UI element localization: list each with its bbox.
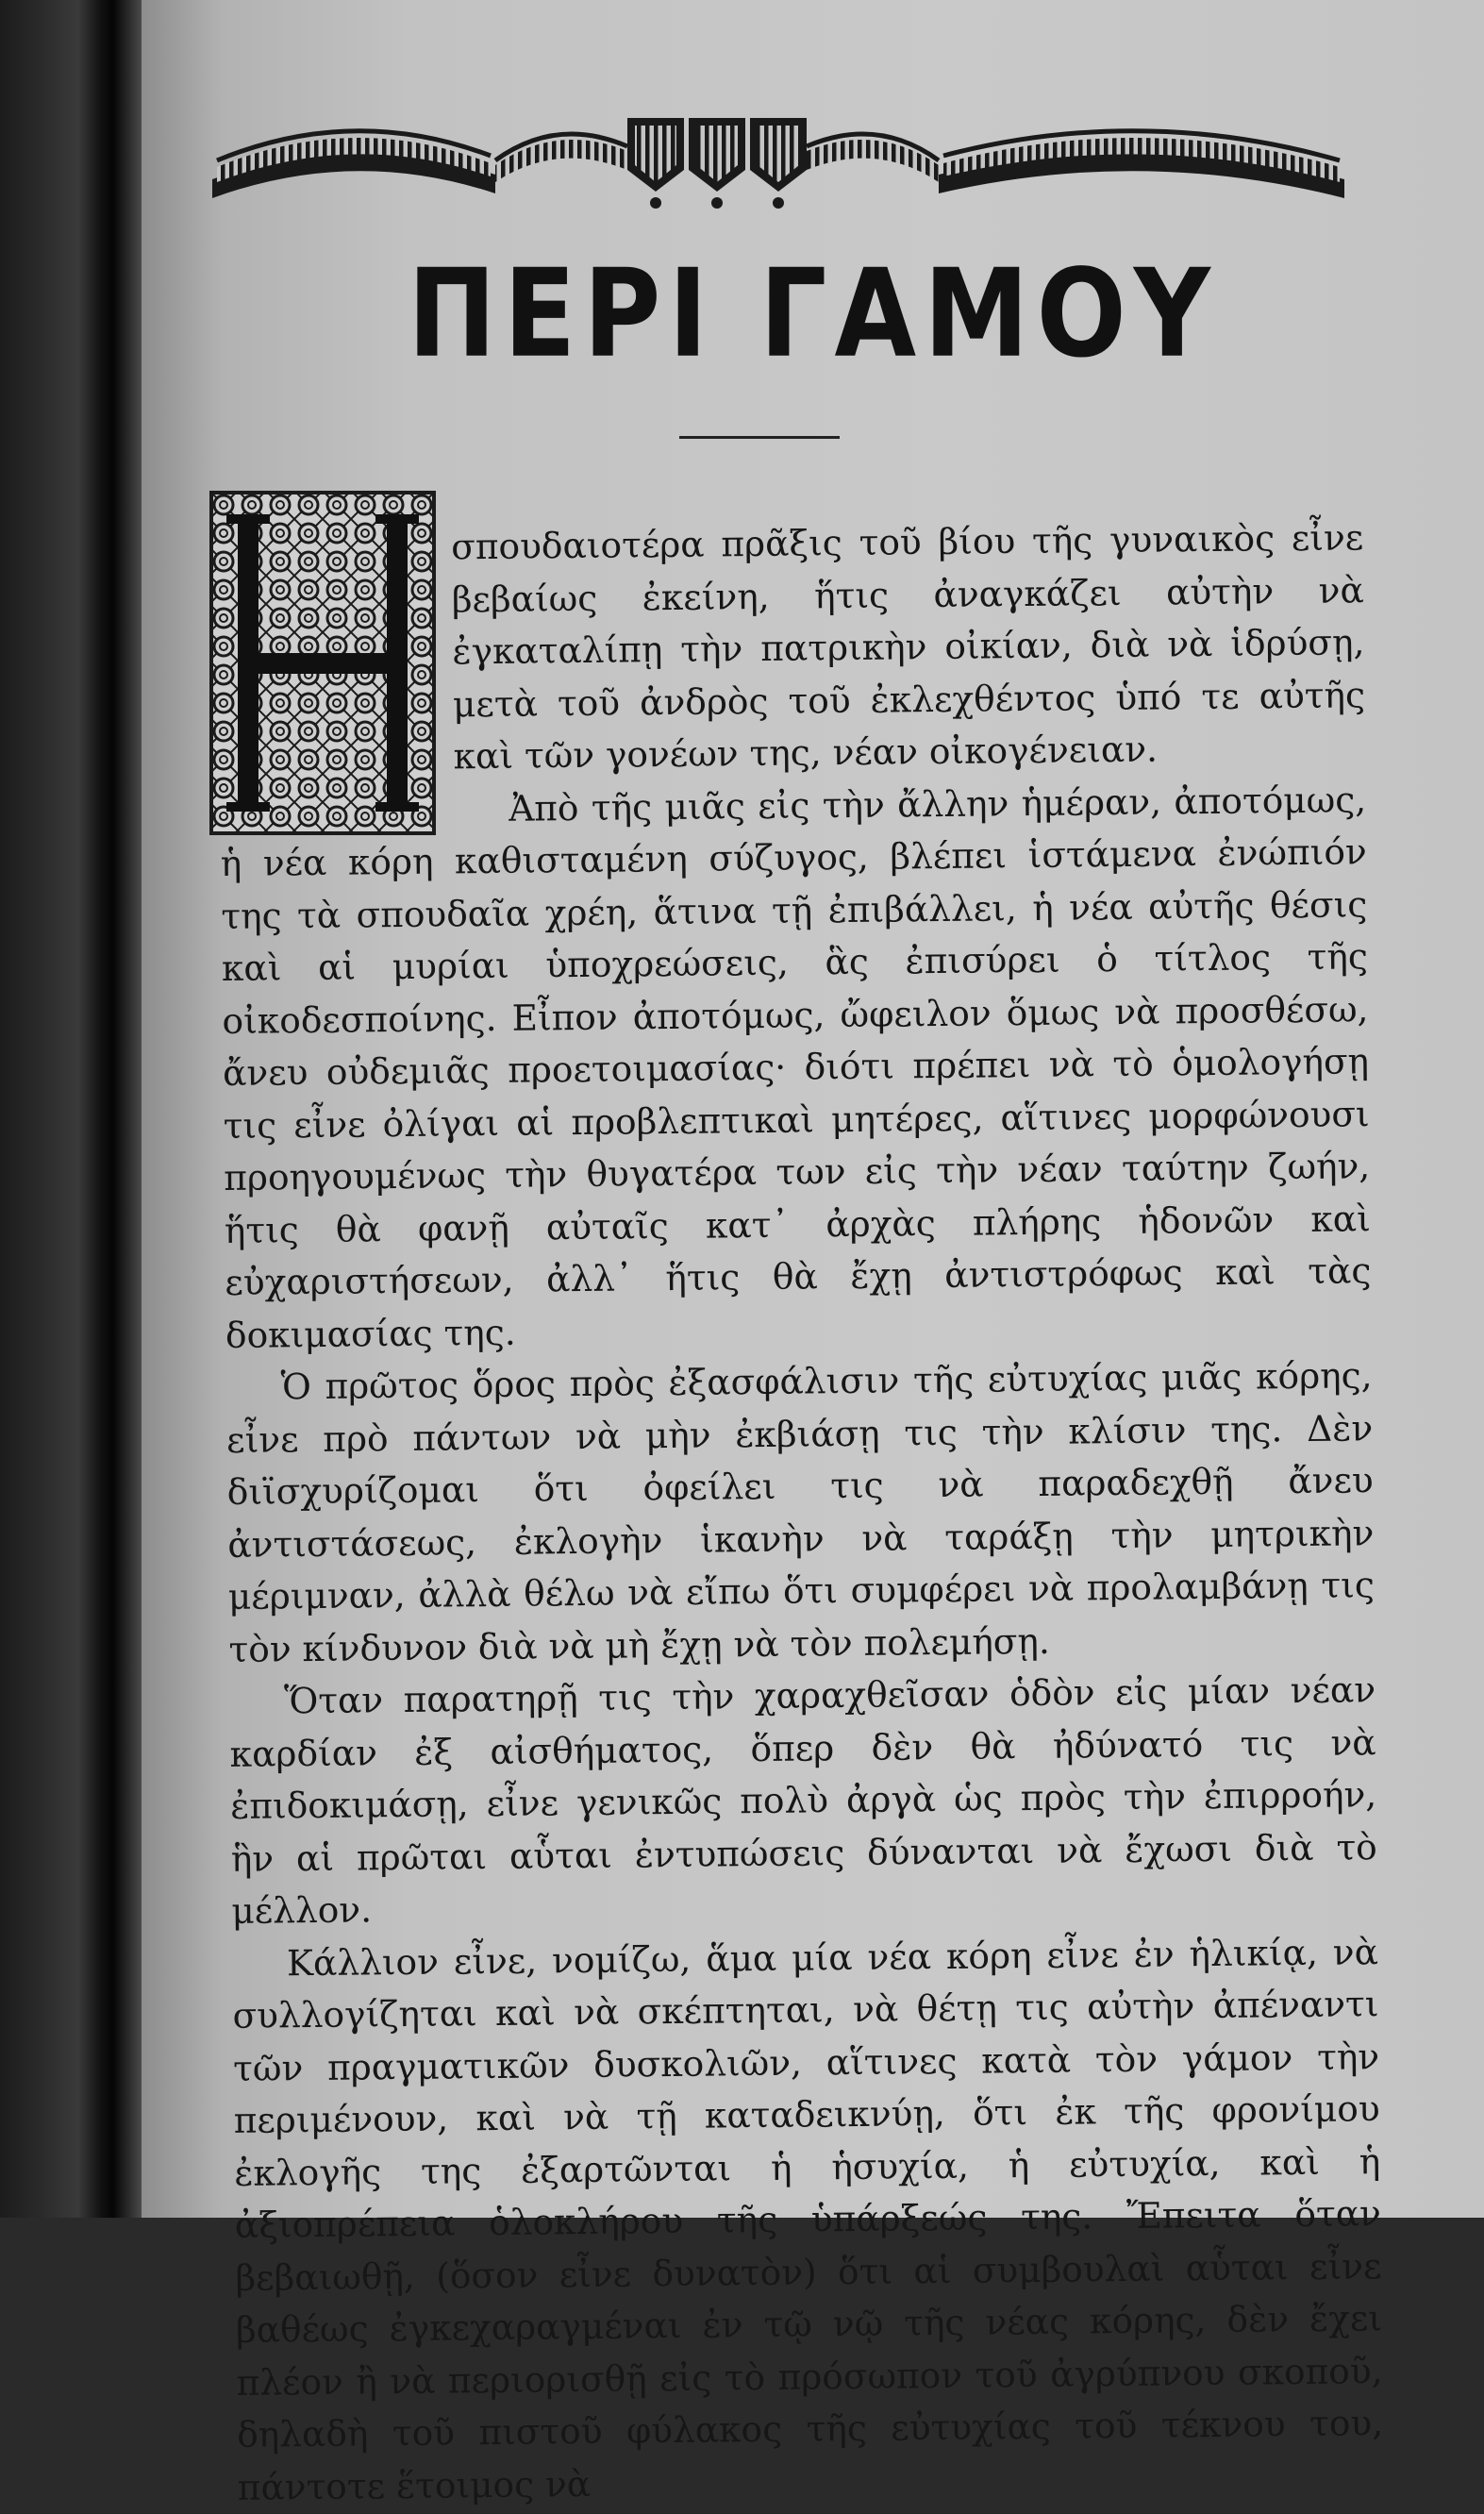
paragraph-5: Κάλλιον εἶνε, νομίζω, ἅμα μία νέα κόρη εἶνε ἐν ἡλικίᾳ, νὰ συλλογίζηται καὶ νὰ σκέπτηται, νὰ θέτῃ τις αὐτὴν ἀπέναντι τῶν πραγματικῶν δυσκολιῶν, αἵτινες κατὰ τὸν γάμον τὴν περιμένουν, καὶ νὰ τῇ καταδεικνύῃ, ὅτι ἐκ τῆς φρονίμου ἐκλογῆς της ἐξαρτῶνται ἡ ἡσυχία, ἡ εὐτυχία, καὶ ἡ ἀξιοπρέπεια ὁλοκλήρου τῆς ὑπάρξεώς της. Ἔπειτα ὅταν βεβαιωθῇ, (ὅσον εἶνε δυνατὸν) ὅτι αἱ συμβουλαὶ αὗται εἶνε βαθέως ἐγκεχαραγμέναι ἐν τῷ νῷ τῆς νέας κόρης, δὲν ἔχει πλέον ἢ νὰ περιορισθῇ εἰς τὸ πρόσωπον τοῦ ἀγρύπνου σκοποῦ, δηλαδὴ τοῦ πιστοῦ φύλακος τῆς εὐτυχίας τοῦ τέκνου του, πάντοτε ἕτοιμος νὰ bbox=[232, 1930, 1384, 2508]
paragraph-3: Ὁ πρῶτος ὅρος πρὸς ἐξασφάλισιν τῆς εὐτυχίας μιᾶς κόρης, εἶνε πρὸ πάντων νὰ μὴν ἐκβιάσῃ τις τὴν κλίσιν της. Δὲν διϊσχυρίζομαι ὅτι ὀφείλει τις νὰ παραδεχθῇ ἄνευ ἀντιστάσεως, ἐκλογὴν ἱκανὴν νὰ ταράξῃ τὴν μητρικὴν μέριμναν, ἀλλὰ θέλω νὰ εἴπω ὅτι συμφέρει νὰ προλαμβάνῃ τις τὸν κίνδυνον διὰ νὰ μὴ ἔχῃ νὰ τὸν πολεμήσῃ. bbox=[225, 1354, 1376, 1670]
title-divider bbox=[679, 436, 840, 439]
drop-cap-space bbox=[217, 521, 454, 835]
decorative-header-ornament bbox=[212, 109, 1349, 212]
paragraph-2: Ἀπὸ τῆς μιᾶς εἰς τὴν ἄλλην ἡμέραν, ἀποτόμως, ἡ νέα κόρη καθισταμένη σύζυγος, βλέπει ἱστάμενα ἐνώπιόν της τὰ σπουδαῖα χρέη, ἅτινα τῇ ἐπιβάλλει, ἡ νέα αὐτῆς θέσις καὶ αἱ μυρίαι ὑποχρεώσεις, ἃς ἐπισύρει ὁ τίτλος τῆς οἰκοδεσποίνης. Εἶπον ἀποτόμως, ὤφειλον ὅμως νὰ προσθέσω, ἄνευ οὐδεμιᾶς προετοιμασίας· διότι πρέπει νὰ τὸ ὁμολογήσῃ τις εἶνε ὀλίγαι αἱ προβλεπτικαὶ μητέρες, αἵτινες μορφώνουσι προηγουμένως τὴν θυγατέρα των εἰς τὴν νέαν ταύτην ζωήν, ἥτις θὰ φανῇ αὐταῖς κατ᾽ ἀρχὰς πλήρης ἡδονῶν καὶ εὐχαριστήσεων, ἀλλ᾽ ἥτις θὰ ἔχῃ ἀντιστρόφως καὶ τὰς δοκιμασίας της. bbox=[220, 778, 1372, 1356]
chapter-title: ΠΕΡΙ ΓΑΜΟΥ bbox=[408, 243, 1218, 385]
paragraph-4: Ὅταν παρατηρῇ τις τὴν χαραχθεῖσαν ὁδὸν εἰς μίαν νέαν καρδίαν ἐξ αἰσθήματος, ὅπερ δὲν θὰ ἠδύνατό τις νὰ ἐπιδοκιμάσῃ, εἶνε γενικῶς πολὺ ἀργὰ ὡς πρὸς τὴν ἐπιρροήν, ἣν αἱ πρῶται αὗται ἐντυπώσεις δύνανται νὰ ἔχωσι διὰ τὸ μέλλον. bbox=[229, 1668, 1377, 1932]
chapter-body bbox=[217, 511, 1384, 2514]
book-page bbox=[142, 0, 1484, 2508]
book-gutter bbox=[0, 0, 142, 2218]
paragraph-1: σπουδαιοτέρα πρᾶξις τοῦ βίου τῆς γυναικὸς εἶνε βεβαίως ἐκείνη, ἥτις ἀναγκάζει αὐτὴν νὰ ἐγκαταλίπῃ τὴν πατρικὴν οἰκίαν, διὰ νὰ ἱδρύσῃ, μετὰ τοῦ ἀνδρὸς τοῦ ἐκλεχθέντος ὑπό τε αὐτῆς καὶ τῶν γονέων της, νέαν οἰκογένειαν. bbox=[451, 516, 1366, 778]
